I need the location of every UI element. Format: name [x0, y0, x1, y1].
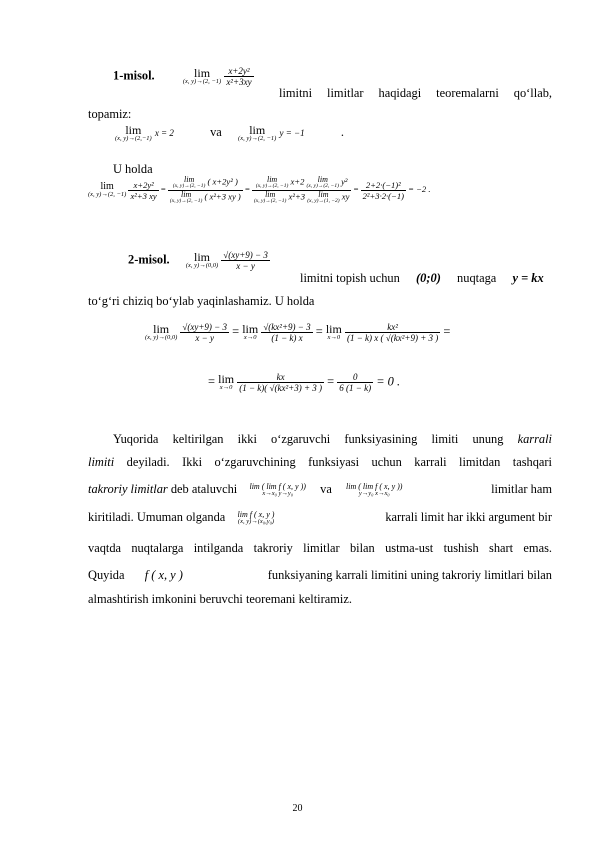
ex2-chain-row1: lim (x, y)→(0,0) $\frac{√(xy+9) - 3}{x - y}$ = lim x→0 $\frac{\text{√(kx²+9) − 3}}{(1 - k) x}$ = lim x→0 $\frac{\text{kx²}}{\text{(1 − k) x ( √(kx²+9) + 3 )}}$ = [145, 322, 451, 343]
ex2-header: 2-misol. lim (x, y)→(0,0) $\frac{√(xy+9) - 3}{x - y}$ [128, 250, 268, 271]
ex1-text1: limitni limitlar haqidagi teoremalarni qo‘llab, [279, 86, 552, 100]
ex1-simple-limits: lim (x, y)→(2,−1) x = 2 va lim (x, y)→(2, −1) y = −1 . [115, 123, 344, 142]
ex1-fraction: $\frac{\text{x+2y²}}{\text{x²+3xy}}$ [226, 66, 252, 87]
para-line4: kiritiladi. Umuman olganda lim f ( x, y ) (x, y)→(x₀,y₀) karrali limit har ikki argument bir [88, 509, 552, 525]
ex1-label: 1-misol. [113, 68, 155, 83]
para-line2: limiti deyiladi. Ikki o‘zgaruvchining funksiyasi uchun karrali limitdan tashqari [88, 455, 552, 469]
para-line3: takroriy limitlar deb ataluvchi lim ( lim f ( x, y )) x→x₀ y→y₀ va lim ( lim f ( x, y )) y→y₀ x→x₀ limitlar ham [88, 481, 552, 497]
ex1-u-holda: U holda [113, 162, 153, 176]
para-line7: almashtirish imkonini beruvchi teoremani keltiramiz. [88, 592, 352, 606]
para-line1: Yuqorida keltirilgan ikki o‘zgaruvchi funksiyasining limiti unung karrali [113, 432, 552, 446]
page-number: 20 [292, 803, 303, 814]
para-line6: Quyida f ( x, y ) funksiyaning karrali limitini uning takroriy limitlari bilan [88, 568, 552, 582]
ex1-header [113, 66, 254, 87]
ex2-text3: to‘g‘ri chiziq bo‘ylab yaqinlashamiz. U holda [88, 294, 315, 308]
ex1-text2: topamiz: [88, 107, 132, 121]
ex2-text1: limitni topish uchun (0;0) nuqtaga y = kx [300, 271, 544, 285]
ex1-limit: lim (x, y)→(2, −1) [182, 66, 222, 86]
ex1-chain-equation: lim (x, y)→(2, −1) $\frac{\text{x+2y²}}{\text{x²+3 xy}}$ = lim (x, y)→(2, −1) ( x+2y² ) lim (x, y)→(2, −1) ( x²+3 xy ) = lim (x, y)→(2, −1) x+2 lim (x, y)→(2, −1) y² lim (x, y)→(2, −1) x²+3 lim (x, y)→(1, −2) xy = $\frac{\text{2+2·(−1)²}}{\text{2²+3·2·(−1)}}$ = −2 . [88, 175, 431, 204]
ex2-label: 2-misol. [128, 252, 170, 267]
para-line5: vaqtda nuqtalarga intilganda takroriy limitlar bilan ustma-ust tushish shart emas. [88, 541, 552, 555]
ex2-chain-row2: = lim x→0 $\frac{kx}{\text{(1 − k)( √(kx²+3) + 3 )}}$ = $\frac{0}{6 (1 - k)}$ = 0 . [208, 372, 401, 393]
